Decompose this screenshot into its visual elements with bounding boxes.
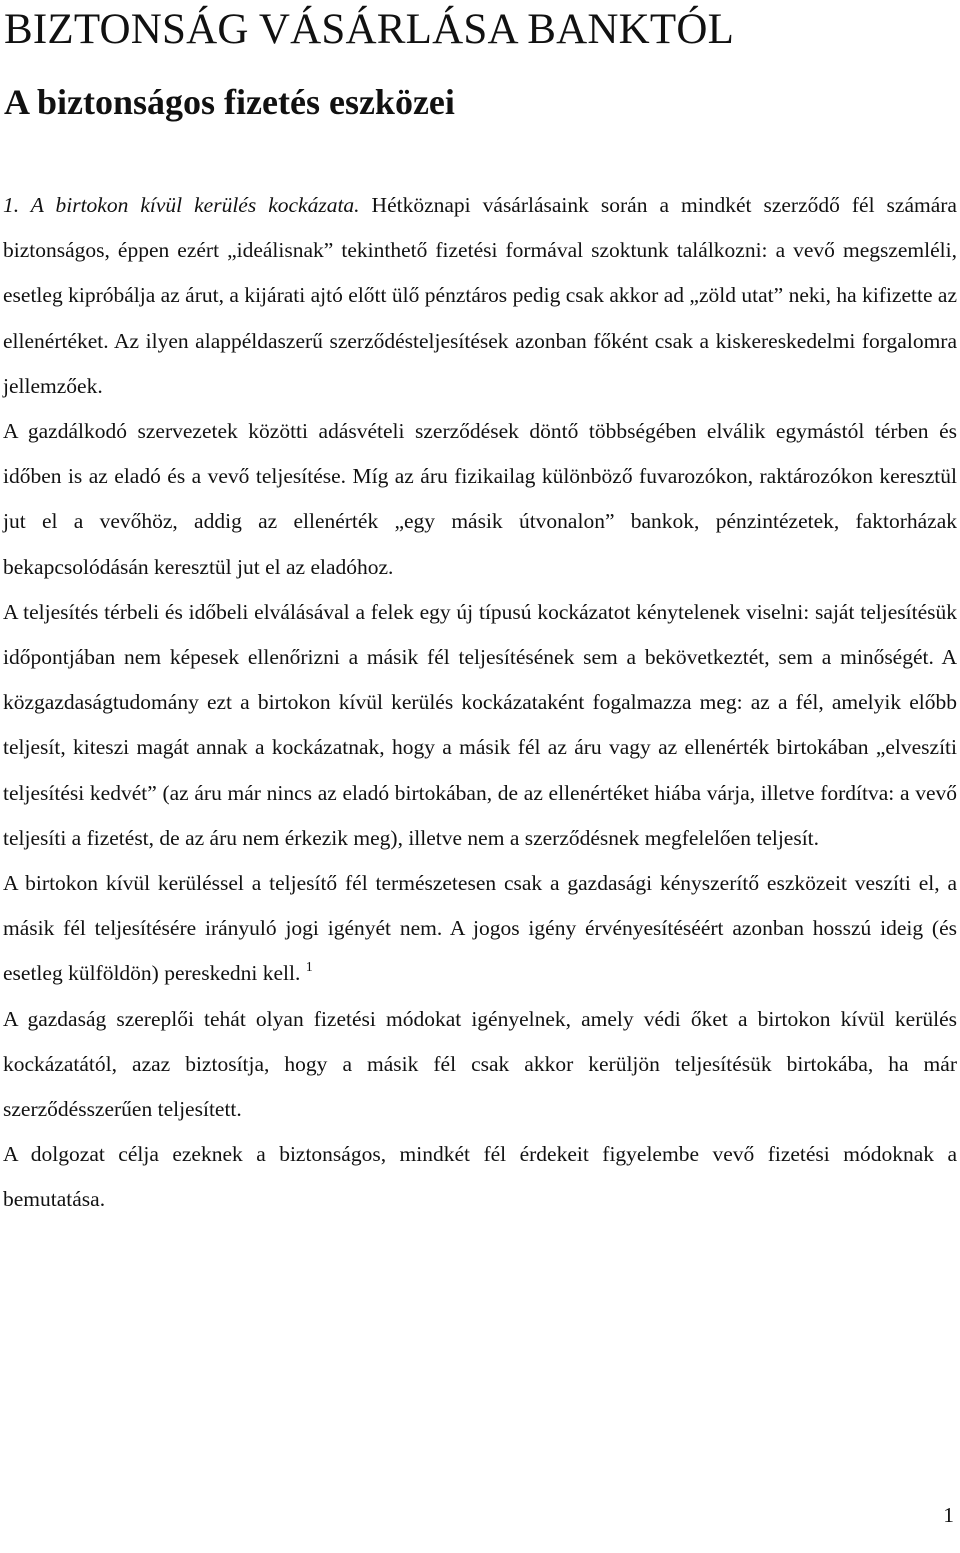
page-number: 1 (943, 1503, 954, 1527)
document-body (3, 183, 957, 1223)
section-heading: 1. A birtokon kívül kerülés kockázata. (3, 193, 360, 217)
paragraph-6: A dolgozat célja ezeknek a biztonságos, mindkét fél érdekeit figyelembe vevő fizetési módoknak a bemutatása. (3, 1142, 957, 1212)
paragraph-intro-text: Hétköznapi vásárlásaink során a mindkét szerződő fél számára biztonságos, éppen ezért „ideálisnak” tekinthető fizetési formával szoktunk találkozni: a vevő megszemléli, esetleg kipróbálja az árut, a kijárati ajtó előtt ülő pénztáros pedig csak akkor ad „zöld utat” neki, ha kifizette az ellenértéket. Az ilyen alappéldaszerű szerződésteljesítések azonban főként csak a kiskereskedelmi forgalomra jellemzőek. (3, 193, 957, 398)
paragraph-4 (3, 861, 957, 997)
paragraph-5: A gazdaság szereplői tehát olyan fizetési módokat igényelnek, amely védi őket a birtokon kívül kerülés kockázatától, azaz biztosítja, hogy a másik fél csak akkor kerüljön teljesítésük birtokába, ha már szerződésszerűen teljesített. (3, 1006, 957, 1122)
document-subtitle: A biztonságos fizetés eszközei (4, 82, 455, 122)
document-title: BIZTONSÁG VÁSÁRLÁSA BANKTÓL (4, 6, 735, 53)
paragraph-3: A teljesítés térbeli és időbeli elválásával a felek egy új típusú kockázatot kénytelenek viselni: saját teljesítésük időpontjában nem képesek ellenőrizni a másik fél teljesítésének sem a bekövetkeztét, sem a minőségét. A közgazdaságtudomány ezt a birtokon kívül kerülés kockázataként fogalmazza meg: az a fél, amelyik előbb teljesít, kiteszi magát annak a kockázatnak, hogy a másik fél az áru vagy az ellenérték birtokában „elveszíti teljesítési kedvét” (az áru már nincs az eladó birtokában, de az ellenértéket hiába várja, illetve fordítva: a vevő teljesíti a fizetést, de az áru nem érkezik meg), illetve nem a szerződésnek megfelelően teljesít. (3, 599, 957, 850)
paragraph-intro (3, 183, 957, 409)
paragraph-4-text: A birtokon kívül kerüléssel a teljesítő fél természetesen csak a gazdasági kényszerítő eszközeit veszíti el, a másik fél teljesítésére irányuló jogi igényét nem. A jogos igény érvényesítéséért azonban hosszú ideig (és esetleg külföldön) pereskedni kell. (3, 871, 957, 986)
footnote-reference[interactable]: 1 (305, 960, 313, 976)
paragraph-2: A gazdálkodó szervezetek közötti adásvételi szerződések döntő többségében elválik egymástól térben és időben is az eladó és a vevő teljesítése. Míg az áru fizikailag különböző fuvarozókon, raktározókon keresztül jut el a vevőhöz, addig az ellenérték „egy másik útvonalon” bankok, pénzintézetek, faktorházak bekapcsolódásán keresztül jut el az eladóhoz. (3, 419, 957, 579)
